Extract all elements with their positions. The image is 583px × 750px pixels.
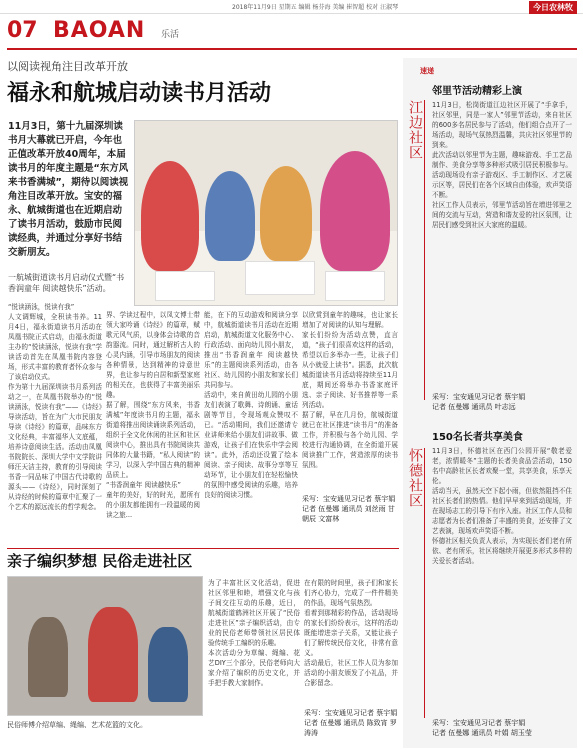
main-photo [134,120,398,306]
photo-paper [245,261,315,295]
masthead-brand: 今日农林牧 [529,1,577,14]
photo-person [28,617,68,697]
page-header [7,18,207,48]
photo-child [141,161,199,271]
lower-byline: 采写：宝安通见习记者 蔡宇娟 记者 伍曼娜 通讯员 陈致宵 罗涛涛 [304,709,398,737]
community-label-1: 江边社区 [407,100,423,160]
article-column-4: 以欣赏到童年的趣味，也让家长增加了对阅读的认知与理解。 家长们纷纷为活动点赞，直言道，“孩子们很喜欢这样的活动，希望以后多举办一些，让孩子们从小就爱上读书”。据悉，此次航城街道读书月活动将持续至11月底，期间还将举办书香家庭评选、亲子阅读、好书推荐等一系列活动。 据了解，早在几月份，航城街道就已在社区推进“读书月”的准备工作，并积极与各个幼儿园、学校进行沟通协调，在全街道开展阅读推广工作，营造浓厚的读书氛围。 [302,311,398,469]
article-kicker: 以阅读视角注目改革开放 [7,60,128,73]
photo-person [148,627,188,702]
photo-paper [325,271,385,301]
photo-child [205,171,255,261]
brief-title-2: 150名长者共享美食 [432,432,523,443]
lower-photo-caption: 民俗师傅介绍草编、绳编、艺术花篮的文化。 [7,721,147,729]
community-label-2: 怀德社区 [407,448,423,508]
article-column-3: 能，在下的互动游戏和阅读分享中，航城街道读书月活动在近期启动，航城街道文化服务中心、行政活动、面向幼儿园小朋友，推出“书香润童年 阅读越快乐”的主题阅读系列活动，由各社区、幼儿园的小朋友和家长们共同参与。 活动中，来自黄田幼儿园的小朋友们表演了歌舞、诗朗诵、童话剧等节目，令现场观众赞叹不已。“活动期间，我们还邀请专业讲师来给小朋友们讲故事、做游戏，让孩子们在快乐中学会阅读”。此外，活动还设置了绘本阅读、亲子阅读、故事分享等互动环节，让小朋友们在轻松愉快的氛围中感受阅读的乐趣，培养良好的阅读习惯。 [204,311,298,499]
brief-body-2: 11月3日，怀德社区在西门公园开展“敬老爱老，浓情暖冬”主题的长者美食品尝活动，150名中高龄社区长者欢聚一堂，共享美食，乐享天伦。 活动当天，虽然天空下起小雨，但依然阻挡不住社区长者们的热情。他们早早来到活动现场，并在现场志工的引导下有序入座。社区工作人员和志愿者为长者们准备了丰盛的美食，还安排了文艺表演，现场欢声笑语不断。 怀德社区相关负责人表示，为实现长者们老有所依、老有所乐，社区将继续开展更多形式多样的关爱长者活动。 [432,447,572,565]
brief-body-1: 11月3日，松岗街道江边社区开展了“手拿手，社区邻里，同是一家人”邻里节活动，来自社区的600多名居民参与了活动，他们组合点开了一场活动，现场气氛热烈温馨，共庆社区邻里节的到来。 此次活动以邻里节为主题，趣味游戏、手工艺品制作、美食分享等多种形式吸引居民积极参与。活动现场设有亲子游戏区、手工制作区、才艺展示区等，居民们在各个区域自由体验，欢声笑语不断。 社区工作人员表示，邻里节活动旨在增进邻里之间的交流与互动，营造和谐友爱的社区氛围，让居民们感受到社区大家庭的温暖。 [432,101,572,229]
photo-person [88,607,138,702]
vertical-rule-1 [424,100,425,400]
article-column-1: “悦读涵泳，悦读有我” 人文调辉城，全积读书养。11月4日，福永街道读书月活动在凤凰书院正式启动，由福永街道主办的“悦读涵泳，悦读有我”学读活动首先在凤凰书院内容登场，形式丰富的教育者怀众参与了该启动仪式。 作为第十九届深圳读书月系列活动之一，在凤凰书院举办的“悦读涵泳，悦读有我”——《诗经》导读活动，旨在为广大市民朋友导读《诗经》的篇章，品味东方文化经典，丰富福华人文底蕴，培养诗意阅读生活。活动由凤凰书院院长、深圳大学中文学院讲师汪天洁主持，教育的引导阅读书香一同品味了中国古代诗歌的源头——《诗经》，同时深刻了从诗经的时候的篇章中汇聚了一个艺术的源远流长的哲学观念。 [8,303,102,511]
photo-paper [155,271,215,301]
page-number: 07 [7,18,38,43]
brief-title-1: 邻里节活动精彩上演 [432,86,522,97]
top-strip [0,0,583,14]
vertical-rule-2 [424,448,425,718]
brief-byline-2: 采写：宝安通见习记者 蔡宇娟 记者 伍曼娜 通讯员 叶娟 胡玉莹 [432,719,532,737]
lower-article-headline: 亲子编织梦想 民俗走进社区 [7,552,193,570]
article-column-2: 界、学读过程中，以凤文博士带领大家吟诵《诗经》的篇章，赋歌元风气质，以身体会诗歌的音韵器流。同时，通过解析古人的心灵内涵，引导市场朋友的阅读各种情景，达到精神的诗意世界，也让参与的自居和新型家庭的相关在，也获得了丰富美丽乐趣。 据了解，围绕“东方风来，书香满城”年度读书月的主题，福永街道将推出阅读诵读系列活动，组织于全文化休闲的社区和社区阅读中心，推出具有书院阅读共同体的大量书籍，“私人阅读”的学习，以深入学中国古典的精神品质上。 “书香润童年 阅读越快乐” 童年的美好，好的时光，愿所有的小朋友都能拥有一段温暖的阅读之旅... [106,311,200,519]
brief-byline-1: 采写：宝安通见习记者 蔡宇娟 记者 伍曼娜 通讯员 叶志远 [432,393,526,411]
lower-photo [7,576,203,716]
article-lead: 11月3日，第十九届深圳读书月大幕就已开启，今年也正值改革开放40周年，本届读书月的年度主题是“东方风来书香满城”，期待以阅读视角注目改革开放。宝安的福永、航城街道也在近期启动了读书月活动，鼓励市民阅读经典，并通过分享好书结交新朋友。 [8,121,129,258]
photo-child [320,151,390,271]
lower-article-rule [7,548,399,549]
article-byline: 采写：宝安通见习记者 蔡宇娟 记者 伍曼娜 通讯员 刘丝雨 甘朝辰 文富林 [302,495,396,523]
lower-column-2: 在有限的时间里，孩子们和家长们齐心协力，完成了一件件精美的作品，现场气氛热烈。 看着到那精彩的作品，活动现场的家长们纷纷表示，这样的活动既能增进亲子关系，又能让孩子们了解传统民俗文化，非常有意义。 活动最后，社区工作人员为参加活动的小朋友颁发了小礼品，并合影留念。 [304,579,398,687]
photo-child [260,166,312,261]
main-photo-caption: 一航城街道读书月启动仪式暨“书香润童年 阅读越快乐”活动。 [8,273,125,293]
header-rule [7,48,577,50]
article-headline: 福永和航城启动读书月活动 [7,81,272,106]
section-name: BAOAN [53,18,146,43]
quick-news-label: 速递 [420,67,434,75]
section-subtitle: 乐活 [161,30,180,40]
issue-date-line: 2018年11月9日 星期五 编辑 杨芬海 美编 崔智超 校对 汪淑琴 [232,4,399,11]
lower-column-1: 为了丰富社区文化活动，促进社区邻里和睦，增强文化与孩子间交往互动的乐趣，近日，航城街道鹤洲社区开展了“民俗走进社区”亲子编织活动，由专业的民俗老师带领社区居民体验传统手工编织的乐趣。 本次活动分为草编、绳编、花艺DIY三个部分，民俗老师向大家介绍了编织的历史文化，并手把手教大家制作。 [208,579,300,687]
